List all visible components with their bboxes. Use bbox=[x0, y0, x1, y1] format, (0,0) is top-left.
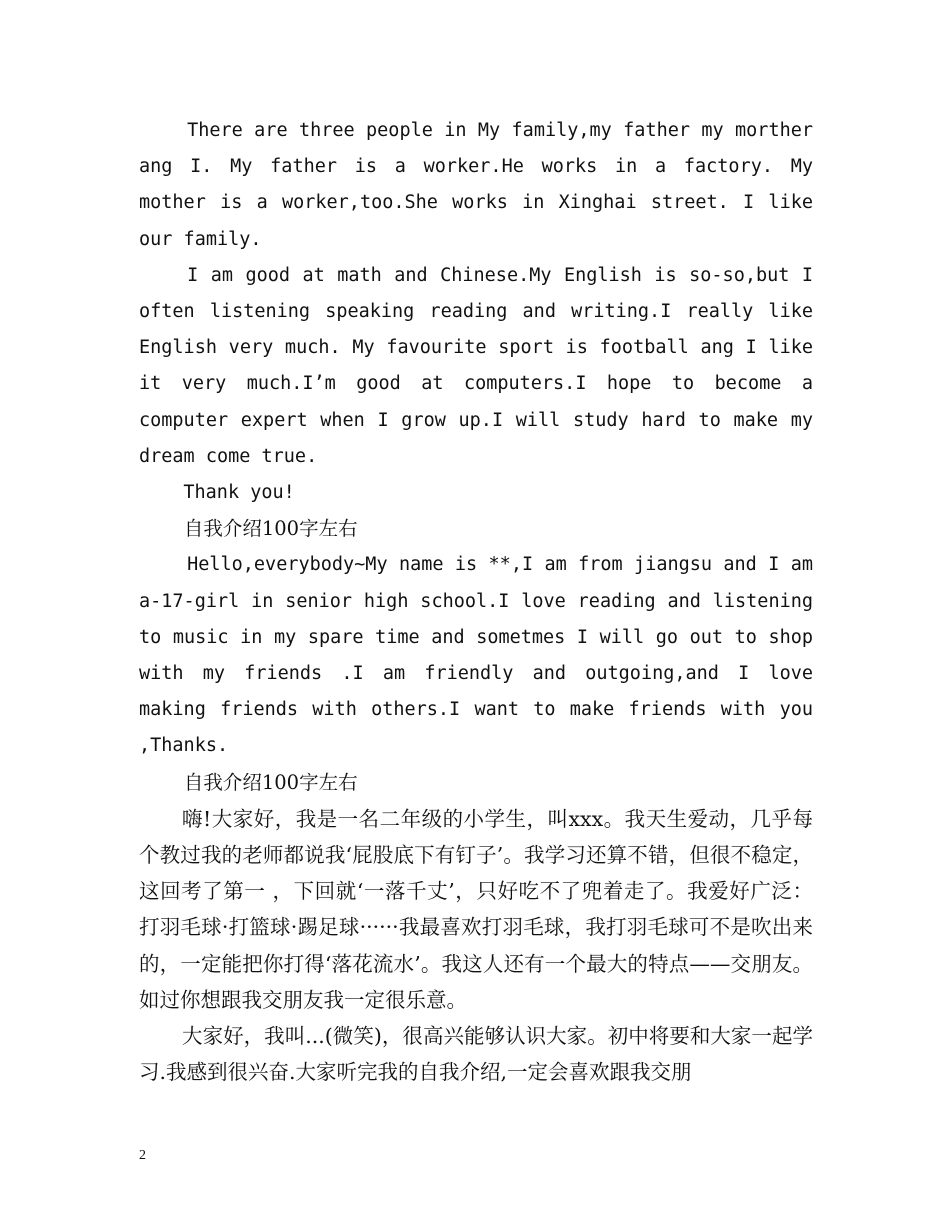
paragraph-hello: Hello,everybody~My name is **,I am from jiangsu and I am a-17-girl in senior high school.I love reading and listening to music in my spare time and sometmes I will go out to shop with my friends .I am friendly and outgoing,and I love making friends with others.I want to make friends with you ,Thanks. bbox=[139, 554, 813, 757]
paragraph-thanks: Thank you! bbox=[183, 482, 295, 504]
section-heading: 自我介绍100字左右 bbox=[183, 517, 358, 541]
page-number: 2 bbox=[139, 1148, 146, 1163]
paragraph-hobbies: I am good at math and Chinese.My English is so-so,but I often listening speaking reading and writing.I really like English very much. My favourite sport is football ang I like it very much.I’m good at computers.I hope to become a computer expert when I grow up.I will study hard to make my dream come true. bbox=[139, 264, 813, 467]
paragraph-chinese-greeting: 大家好，我叫...(微笑)，很高兴能够认识大家。初中将要和大家一起学习.我感到很兴奋.大家听完我的自我介绍,一定会喜欢跟我交朋 bbox=[139, 1024, 813, 1085]
paragraph-chinese-intro: 嗨!大家好，我是一名二年级的小学生，叫xxx。我天生爱动，几乎每个教过我的老师都说我‘屁股底下有钉子’。我学习还算不错，但很不稳定，这回考了第一 ，下回就‘一落千丈’，只好吃不了兜着走了。我爱好广泛：打羽毛球·打篮球·踢足球······我最喜欢打羽毛球，我打羽毛球可不是吹出来的，一定能把你打得‘落花流水’。我这人还有一个最大的特点——交朋友。如过你想跟我交朋友我一定很乐意。 bbox=[139, 806, 813, 1012]
section-heading: 自我介绍100字左右 bbox=[183, 770, 358, 794]
paragraph-family: There are three people in My family,my father my morther ang I. My father is a worker.He works in a factory. My mother is a worker,too.She works in Xinghai street. I like our family. bbox=[139, 120, 813, 250]
document-body bbox=[139, 113, 813, 1090]
